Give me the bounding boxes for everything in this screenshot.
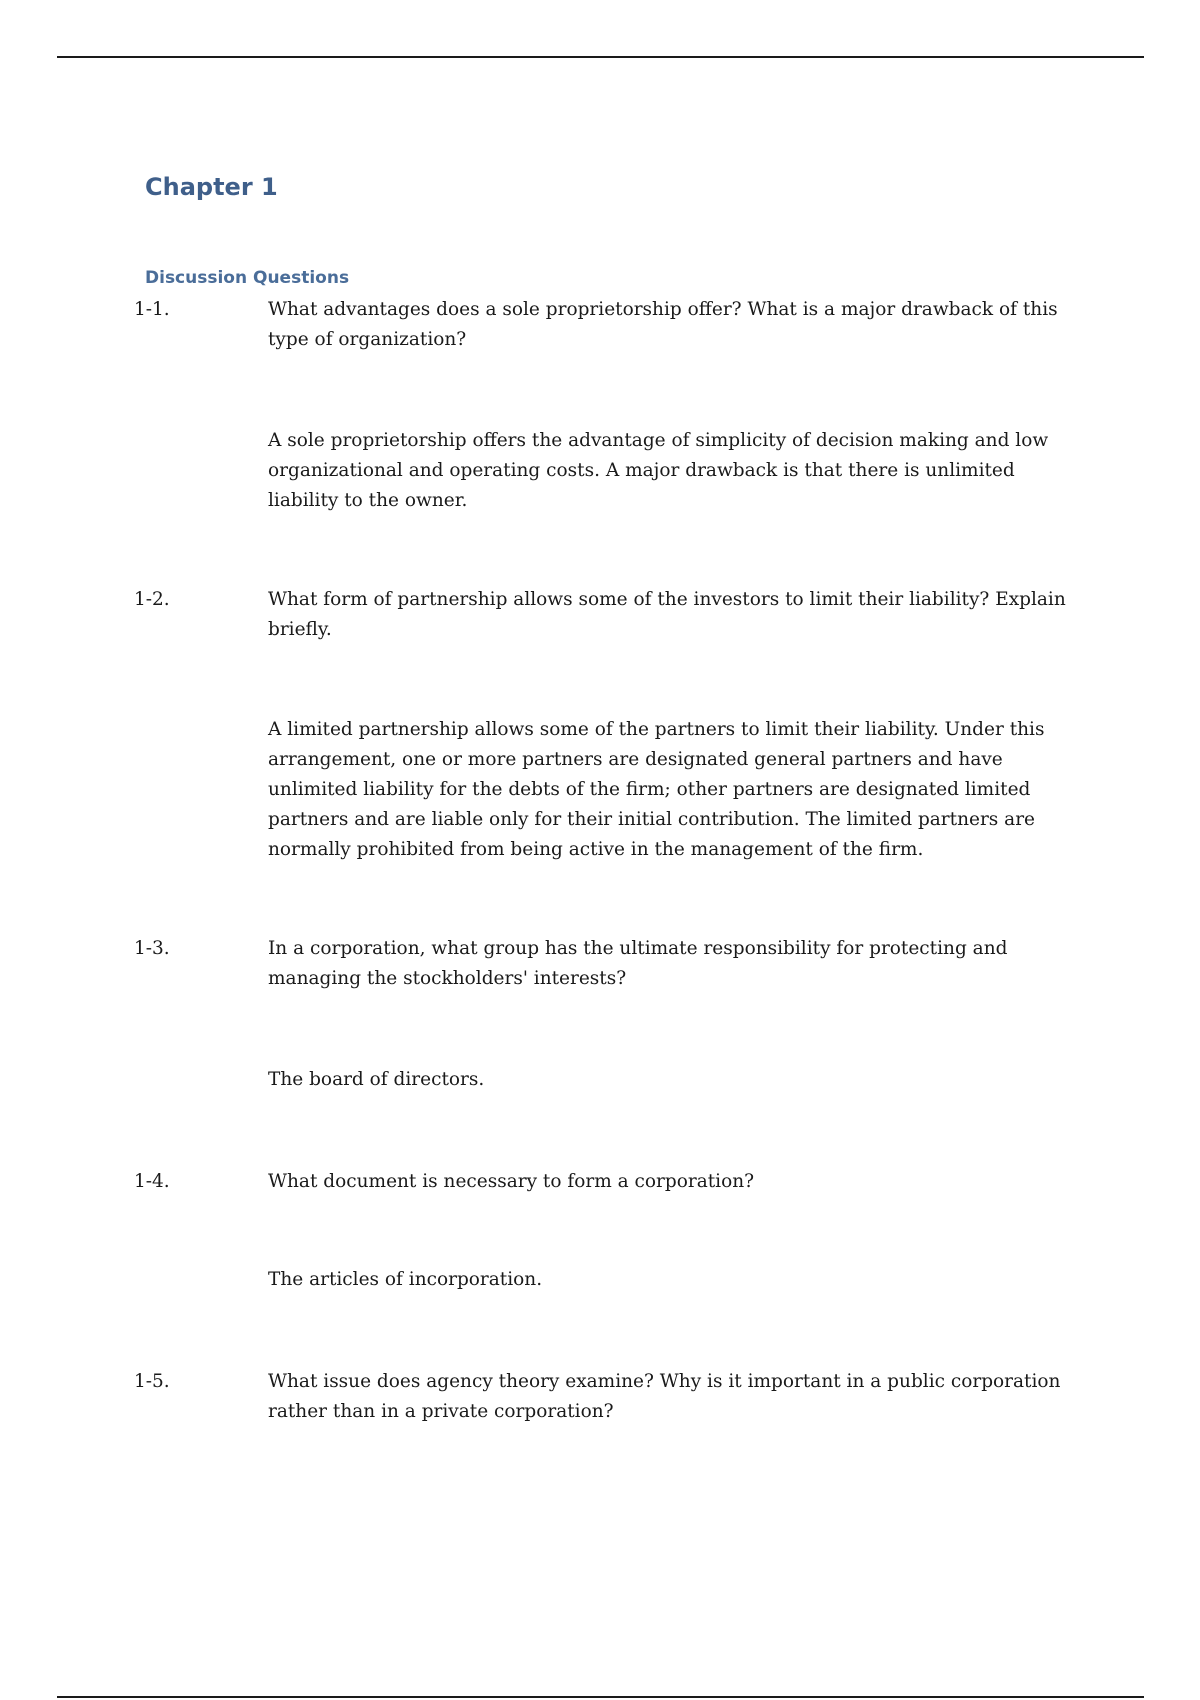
question-number: 1-4. (134, 1171, 170, 1192)
answer-text: A limited partnership allows some of the partners to limit their liability. Under this arrangement, one or more partners are designated general partners and have unlimited liability for the debts of the firm; other partners are designated limited partners and are liable only for their initial contribution. The limited partners are normally prohibited from being active in the management of the firm. (268, 719, 1045, 860)
question-text: In a corporation, what group has the ultimate responsibility for protecting and managing the stockholders' interests? (268, 938, 1008, 989)
answer-text: The articles of incorporation. (268, 1269, 543, 1290)
chapter-title: Chapter 1 (145, 173, 278, 201)
question-text: What form of partnership allows some of the investors to limit their liability? Explain briefly. (268, 589, 1066, 640)
question-text: What issue does agency theory examine? Why is it important in a public corporation rather than in a private corporation? (268, 1371, 1061, 1422)
question-number: 1-2. (134, 589, 170, 610)
question-number: 1-5. (134, 1371, 170, 1392)
top-rule (57, 56, 1144, 58)
question-number: 1-1. (134, 299, 170, 320)
section-heading: Discussion Questions (145, 268, 350, 288)
bottom-rule (57, 1696, 1144, 1698)
question-number: 1-3. (134, 938, 170, 959)
question-text: What document is necessary to form a corporation? (268, 1171, 755, 1192)
answer-text: The board of directors. (268, 1069, 485, 1090)
question-text: What advantages does a sole proprietorship offer? What is a major drawback of this type of organization? (268, 299, 1058, 350)
answer-text: A sole proprietorship offers the advantage of simplicity of decision making and low organizational and operating costs. A major drawback is that there is unlimited liability to the owner. (268, 430, 1049, 511)
